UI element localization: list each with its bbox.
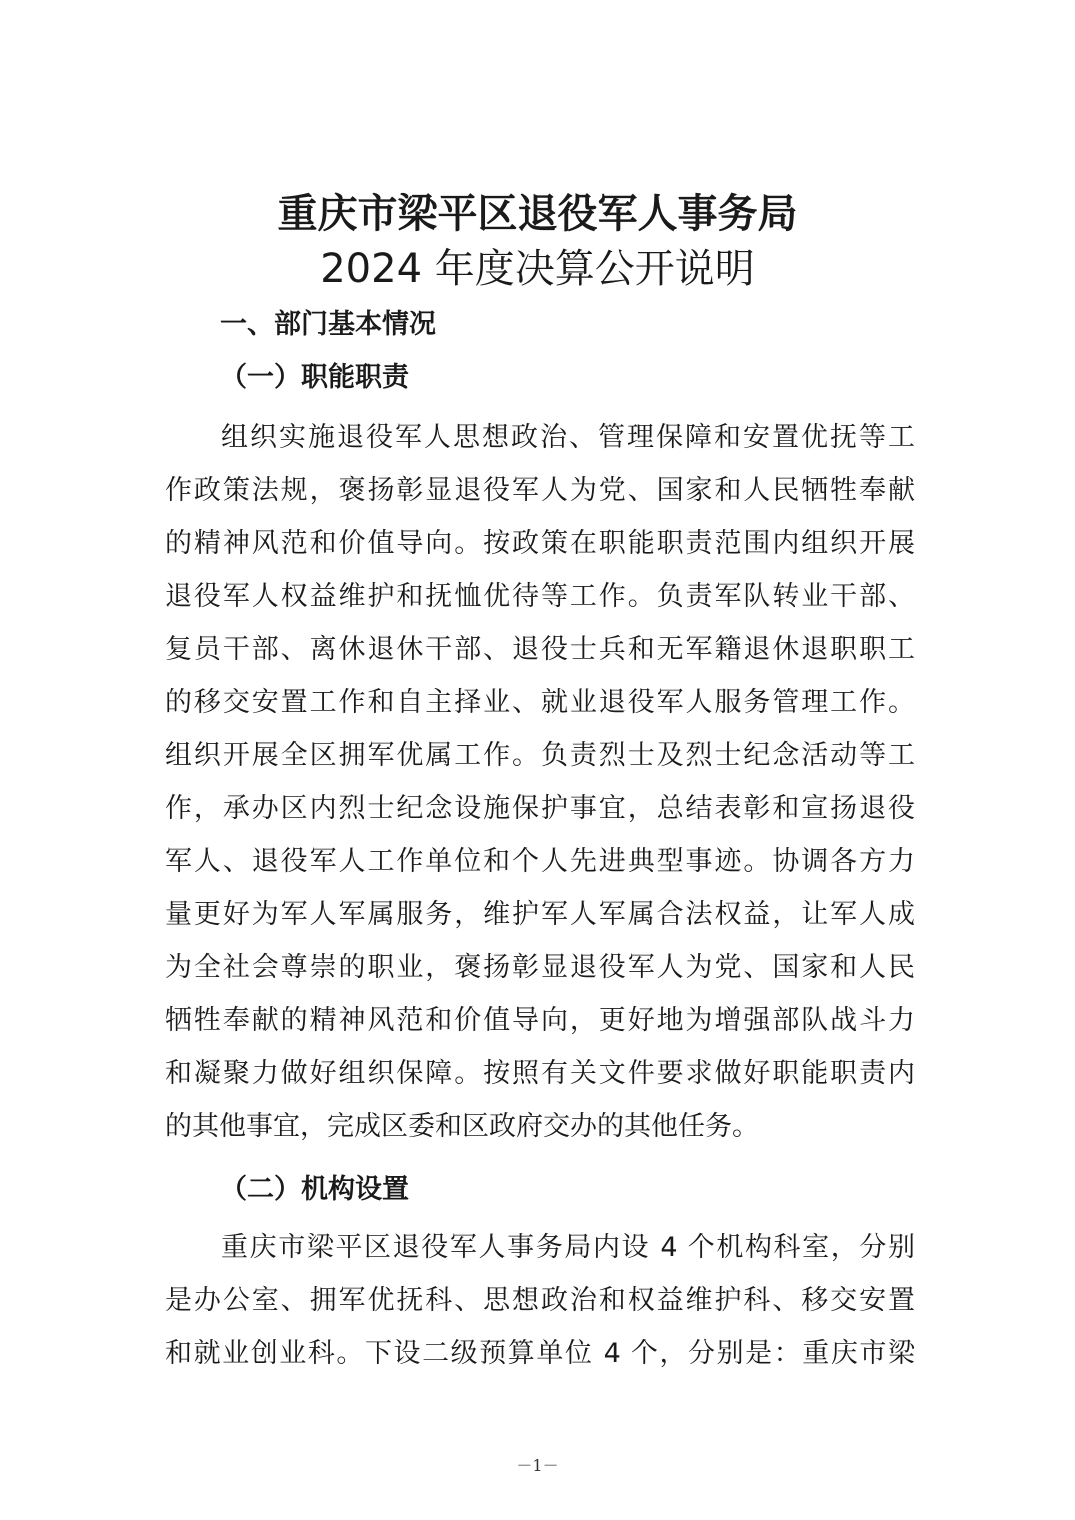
paragraph-line: 量更好为军人军属服务，维护军人军属合法权益，让军人成 bbox=[165, 899, 915, 930]
paragraph-line: 的精神风范和价值导向。按政策在职能职责范围内组织开展 bbox=[165, 528, 915, 559]
subsection-heading-functions: （一）职能职责 bbox=[220, 362, 409, 393]
paragraph-line: 牺牲奉献的精神风范和价值导向，更好地为增强部队战斗力 bbox=[165, 1005, 915, 1036]
paragraph-line: 和凝聚力做好组织保障。按照有关文件要求做好职能职责内 bbox=[165, 1058, 915, 1089]
paragraph-line: 作，承办区内烈士纪念设施保护事宜，总结表彰和宣扬退役 bbox=[165, 793, 915, 824]
paragraph-line: 是办公室、拥军优抚科、思想政治和权益维护科、移交安置 bbox=[165, 1285, 915, 1316]
paragraph-line: 复员干部、离休退休干部、退役士兵和无军籍退休退职职工 bbox=[165, 634, 915, 665]
paragraph-line: 的移交安置工作和自主择业、就业退役军人服务管理工作。 bbox=[165, 687, 915, 718]
paragraph-line: 退役军人权益维护和抚恤优待等工作。负责军队转业干部、 bbox=[165, 581, 915, 612]
section-heading-basic-info: 一、部门基本情况 bbox=[220, 309, 436, 340]
document-title-line-2: 2024 年度决算公开说明 bbox=[320, 246, 755, 292]
paragraph-line: 重庆市梁平区退役军人事务局内设 4 个机构科室，分别 bbox=[221, 1232, 915, 1263]
paragraph-line: 军人、退役军人工作单位和个人先进典型事迹。协调各方力 bbox=[165, 846, 915, 877]
subsection-heading-organization: （二）机构设置 bbox=[220, 1174, 409, 1205]
paragraph-line: 组织实施退役军人思想政治、管理保障和安置优抚等工 bbox=[221, 422, 915, 453]
paragraph-line: 和就业创业科。下设二级预算单位 4 个，分别是：重庆市梁 bbox=[165, 1338, 915, 1369]
paragraph-line: 为全社会尊崇的职业，褒扬彰显退役军人为党、国家和人民 bbox=[165, 952, 915, 983]
document-title-line-1: 重庆市梁平区退役军人事务局 bbox=[277, 190, 798, 237]
paragraph-line: 作政策法规，褒扬彰显退役军人为党、国家和人民牺牲奉献 bbox=[165, 475, 915, 506]
paragraph-line: 组织开展全区拥军优属工作。负责烈士及烈士纪念活动等工 bbox=[165, 740, 915, 771]
paragraph-line: 的其他事宜，完成区委和区政府交办的其他任务。 bbox=[165, 1111, 759, 1142]
page-number: －1－ bbox=[516, 1456, 559, 1475]
